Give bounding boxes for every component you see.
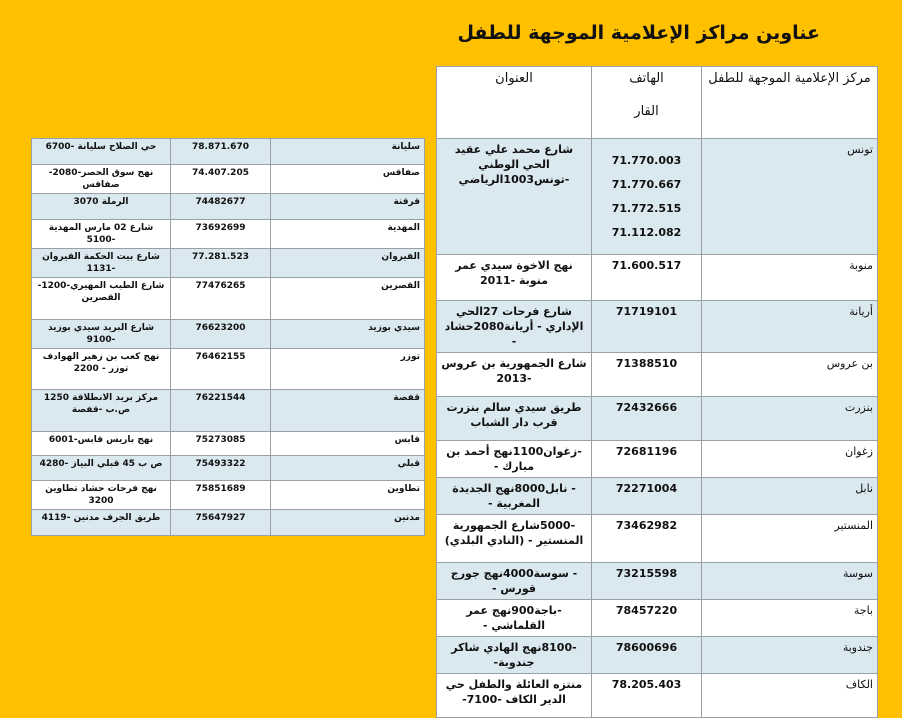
table-row (437, 478, 878, 515)
row-address: - نابل8000نهج الجديدة المغربية - (437, 478, 592, 515)
row-phone: 72681196 (592, 441, 702, 478)
row-phone: 73692699 (171, 220, 271, 249)
header-center (702, 67, 878, 139)
table-row (437, 353, 878, 397)
row-address: طريق سيدي سالم بنزرت قرب دار الشباب (437, 397, 592, 441)
row-address: -8100نهج الهادي شاكر جندوبة- (437, 637, 592, 674)
row-address: نهج فرحات حشاد تطاوين 3200 (32, 481, 171, 510)
row-phone: 72271004 (592, 478, 702, 515)
row-address: شارع الطيب المهيري-1200- القصرين (32, 278, 171, 320)
row-center: قبلي (271, 456, 425, 481)
row-address: شارع الجمهورية بن عروس -2013 (437, 353, 592, 397)
row-center: جندوبة (702, 637, 878, 674)
table-row (437, 397, 878, 441)
table-row (437, 563, 878, 600)
row-center: القيروان (271, 249, 425, 278)
table-row (32, 165, 425, 194)
row-center: منوبة (702, 255, 878, 301)
row-phone: 77476265 (171, 278, 271, 320)
row-address: ص ب 45 قبلي البياز -4280 (32, 456, 171, 481)
row-center: المهدية (271, 220, 425, 249)
row-phone: 76623200 (171, 320, 271, 349)
phone-4: 71.112.082 (611, 225, 682, 239)
row-phone: 73215598 (592, 563, 702, 600)
row-phone: 75493322 (171, 456, 271, 481)
table-row (32, 320, 425, 349)
row-center: القصرين (271, 278, 425, 320)
row-phone: 73462982 (592, 515, 702, 563)
table-row (437, 255, 878, 301)
row-phone: 71.600.517 (592, 255, 702, 301)
header-center-label: مركز الإعلامية الموجهة للطفل (708, 71, 871, 86)
row-address: طريق الجرف مدنين -4119 (32, 510, 171, 536)
row-phone: 71388510 (592, 353, 702, 397)
row-address: نهج باريس قابس-6001 (32, 432, 171, 456)
row-center: سيدي بوزيد (271, 320, 425, 349)
table-row (437, 674, 878, 718)
table-row (32, 249, 425, 278)
row-center: تونس (702, 139, 878, 255)
row-center: تطاوين (271, 481, 425, 510)
row-phone: 76462155 (171, 349, 271, 390)
row-address: -باجة900نهج عمر القلماشي - (437, 600, 592, 637)
table-row (32, 456, 425, 481)
header-phone-label: الهاتف (629, 71, 664, 86)
table-row (32, 510, 425, 536)
table-row (32, 349, 425, 390)
row-phone: 74.407.205 (171, 165, 271, 194)
row-center: أريانة (702, 301, 878, 353)
row-center: الكاف (702, 674, 878, 718)
row-address: شارع 02 مارس المهدية -5100 (32, 220, 171, 249)
row-address: شارع البريد سيدي بوزيد -9100 (32, 320, 171, 349)
row-center: بنزرت (702, 397, 878, 441)
row-phone: 77.281.523 (171, 249, 271, 278)
header-phone-sub: القار (634, 104, 659, 119)
table-row (437, 139, 878, 255)
table-row (437, 301, 878, 353)
table-row (32, 481, 425, 510)
centers-table-left (31, 138, 425, 536)
row-address: نهج الاخوة سيدي عمر منوبة -2011 (437, 255, 592, 301)
row-phone: 72432666 (592, 397, 702, 441)
row-center: باجة (702, 600, 878, 637)
phone-1: 71.770.003 (611, 153, 682, 167)
row-center: صفاقس (271, 165, 425, 194)
row-center: سوسة (702, 563, 878, 600)
table-row (32, 390, 425, 432)
row-address: نهج كعب بن زهير الهوادف توزر - 2200 (32, 349, 171, 390)
row-address: مركز بريد الانطلاقة 1250 ص.ب -قفصة (32, 390, 171, 432)
header-address (437, 67, 592, 139)
row-phone: 71719101 (592, 301, 702, 353)
header-address-label: العنوان (495, 71, 533, 86)
table-row (32, 194, 425, 220)
table-row (437, 441, 878, 478)
row-address: -5000شارع الجمهورية المنستير - (النادي البلدي) (437, 515, 592, 563)
row-address: شارع بيت الحكمة القيروان -1131 (32, 249, 171, 278)
table-header-row (437, 67, 878, 139)
table-row (32, 278, 425, 320)
row-address: الرملة 3070 (32, 194, 171, 220)
phone-3: 71.772.515 (611, 201, 682, 215)
row-center: قرقنة (271, 194, 425, 220)
phone-2: 71.770.667 (611, 177, 682, 191)
row-center: قفصة (271, 390, 425, 432)
row-phone: 76221544 (171, 390, 271, 432)
row-center: زغوان (702, 441, 878, 478)
row-address: - سوسة4000نهج جورج قورس - (437, 563, 592, 600)
row-phone: 78.871.670 (171, 139, 271, 165)
row-phone: 75851689 (171, 481, 271, 510)
table-row (32, 139, 425, 165)
row-phone (592, 139, 702, 255)
table-row (437, 515, 878, 563)
table-row (32, 432, 425, 456)
header-phone (592, 67, 702, 139)
centers-table-main (436, 66, 878, 718)
row-center: سليانة (271, 139, 425, 165)
row-phone: 78600696 (592, 637, 702, 674)
row-center: توزر (271, 349, 425, 390)
row-address: شارع فرحات 27الحي الإداري - أريانة2080حشاد - (437, 301, 592, 353)
row-address: نهج سوق الحصر-2080-صفاقس (32, 165, 171, 194)
row-phone: 75273085 (171, 432, 271, 456)
row-address: حي الصلاح سليانة -6700 (32, 139, 171, 165)
row-center: بن عروس (702, 353, 878, 397)
table-row (437, 637, 878, 674)
row-center: نابل (702, 478, 878, 515)
row-address: شارع محمد علي عقيد الحي الوطني -تونس1003الرياضي (437, 139, 592, 255)
row-center: قابس (271, 432, 425, 456)
row-phone: 75647927 (171, 510, 271, 536)
row-phone: 74482677 (171, 194, 271, 220)
row-address: منتزه العائلة والطفل حي الدير الكاف -7100- (437, 674, 592, 718)
table-row (437, 600, 878, 637)
row-center: المنستير (702, 515, 878, 563)
row-address: -زغوان1100نهج أحمد بن مبارك - (437, 441, 592, 478)
row-phone: 78457220 (592, 600, 702, 637)
table-row (32, 220, 425, 249)
row-center: مدنين (271, 510, 425, 536)
row-phone: 78.205.403 (592, 674, 702, 718)
page-title: عناوين مراكز الإعلامية الموجهة للطفل (457, 22, 820, 44)
